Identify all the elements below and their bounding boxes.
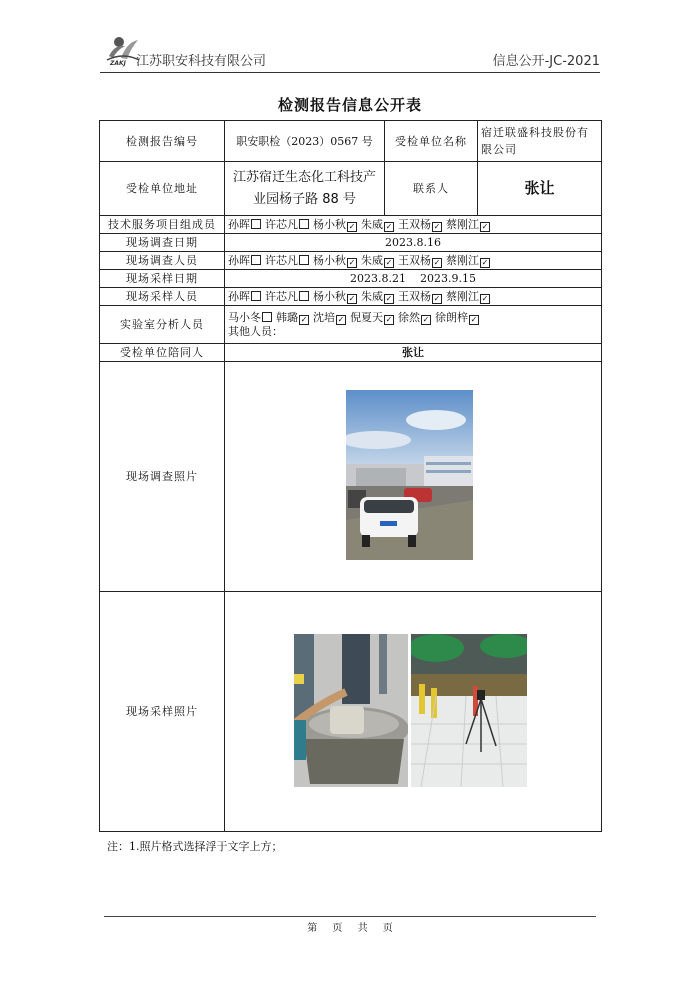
client-name-label: 受检单位名称 — [385, 121, 478, 162]
sampling-photo-label: 现场采样照片 — [100, 592, 225, 832]
staff-name: 杨小秋 — [313, 217, 346, 231]
staff-name: 孙晖 — [228, 289, 250, 303]
table-row — [100, 592, 602, 832]
escort-value: 张让 — [225, 344, 602, 362]
address-value: 江苏宿迁生态化工科技产业园杨子路 88 号 — [225, 162, 385, 216]
table-row — [100, 252, 602, 270]
sampling-photo-reactor — [294, 634, 408, 787]
staff-name: 杨小秋 — [313, 289, 346, 303]
staff-name: 沈培 — [313, 311, 335, 324]
page-title: 检测报告信息公开表 — [277, 96, 422, 114]
staff-name: 蔡刚江 — [446, 253, 479, 267]
contact-label: 联系人 — [385, 162, 478, 216]
checked-box-icon: ✓ — [348, 257, 356, 267]
table-row — [100, 362, 602, 592]
lab-staff-cell — [225, 306, 602, 344]
company-name: 江苏职安科技有限公司 — [136, 54, 267, 69]
unchecked-box-icon — [262, 312, 272, 322]
staff-name: 王双杨 — [398, 217, 431, 231]
sampling-photo-instrument — [411, 634, 527, 787]
staff-name: 朱威 — [361, 289, 383, 303]
checked-box-icon: ✓ — [348, 293, 356, 303]
sampling-staff-label: 现场采样人员 — [100, 288, 225, 306]
table-row — [100, 344, 602, 362]
staff-name: 马小冬 — [228, 311, 261, 324]
footnote: 注：1.照片格式选择浮于文字上方； — [107, 840, 283, 853]
staff-name: 许芯凡 — [265, 217, 298, 231]
staff-name: 孙晖 — [228, 217, 250, 231]
survey-photo-label: 现场调查照片 — [100, 362, 225, 592]
unchecked-box-icon — [299, 255, 309, 265]
table-row — [100, 121, 602, 162]
checked-box-icon: ✓ — [348, 221, 356, 231]
report-no-label: 检测报告编号 — [100, 121, 225, 162]
logo-text: ZAKJ — [110, 60, 126, 67]
staff-name: 蔡刚江 — [446, 217, 479, 231]
staff-name: 王双杨 — [398, 289, 431, 303]
sampling-date-value: 2023.8.21 2023.9.15 — [225, 270, 602, 288]
sampling-date-label: 现场采样日期 — [100, 270, 225, 288]
checked-box-icon: ✓ — [433, 257, 441, 267]
footer-divider — [104, 916, 596, 917]
table-row — [100, 306, 602, 344]
team-members — [225, 216, 602, 234]
staff-name: 孙晖 — [228, 253, 250, 267]
staff-name: 韩璐 — [276, 311, 298, 324]
staff-name: 许芯凡 — [265, 253, 298, 267]
team-label: 技术服务项目组成员 — [100, 216, 225, 234]
checked-box-icon: ✓ — [433, 221, 441, 231]
info-table — [99, 120, 602, 832]
lab-staff-members — [228, 311, 598, 325]
client-name-value: 宿迁联盛科技股份有限公司 — [478, 121, 602, 162]
unchecked-box-icon — [299, 219, 309, 229]
staff-name: 朱威 — [361, 253, 383, 267]
checked-box-icon: ✓ — [385, 315, 393, 324]
address-label: 受检单位地址 — [100, 162, 225, 216]
table-row — [100, 288, 602, 306]
unchecked-box-icon — [251, 255, 261, 265]
staff-name: 徐然 — [398, 311, 420, 324]
survey-photo-cell — [225, 362, 602, 592]
checked-box-icon: ✓ — [300, 315, 308, 324]
report-no-value: 职安职检（2023）0567 号 — [225, 121, 385, 162]
checked-box-icon: ✓ — [470, 315, 478, 324]
survey-staff-label: 现场调查人员 — [100, 252, 225, 270]
table-row — [100, 162, 602, 216]
staff-name: 倪夏天 — [350, 311, 383, 324]
table-row — [100, 234, 602, 252]
survey-date-label: 现场调查日期 — [100, 234, 225, 252]
unchecked-box-icon — [251, 291, 261, 301]
checked-box-icon: ✓ — [481, 257, 489, 267]
checked-box-icon: ✓ — [433, 293, 441, 303]
survey-staff-members — [225, 252, 602, 270]
lab-other-staff: 其他人员： — [228, 325, 283, 338]
staff-name: 王双杨 — [398, 253, 431, 267]
unchecked-box-icon — [251, 219, 261, 229]
page-footer: 第 页 共 页 — [307, 923, 393, 934]
checked-box-icon: ✓ — [385, 257, 393, 267]
staff-name: 杨小秋 — [313, 253, 346, 267]
staff-name: 许芯凡 — [265, 289, 298, 303]
sampling-photo-cell — [225, 592, 602, 832]
survey-date-value: 2023.8.16 — [225, 234, 602, 252]
checked-box-icon: ✓ — [337, 315, 345, 324]
checked-box-icon: ✓ — [422, 315, 430, 324]
sampling-staff-members — [225, 288, 602, 306]
staff-name: 徐朗梓 — [435, 311, 468, 324]
lab-staff-label: 实验室分析人员 — [100, 306, 225, 344]
page-header — [100, 38, 600, 73]
table-row — [100, 270, 602, 288]
staff-name: 朱威 — [361, 217, 383, 231]
survey-photo — [346, 390, 473, 560]
checked-box-icon: ✓ — [481, 221, 489, 231]
checked-box-icon: ✓ — [385, 293, 393, 303]
escort-label: 受检单位陪同人 — [100, 344, 225, 362]
staff-name: 蔡刚江 — [446, 289, 479, 303]
unchecked-box-icon — [299, 291, 309, 301]
table-row — [100, 216, 602, 234]
document-number: 信息公开-JC-2021 — [492, 54, 600, 69]
checked-box-icon: ✓ — [481, 293, 489, 303]
checked-box-icon: ✓ — [385, 221, 393, 231]
contact-value: 张让 — [478, 162, 602, 216]
